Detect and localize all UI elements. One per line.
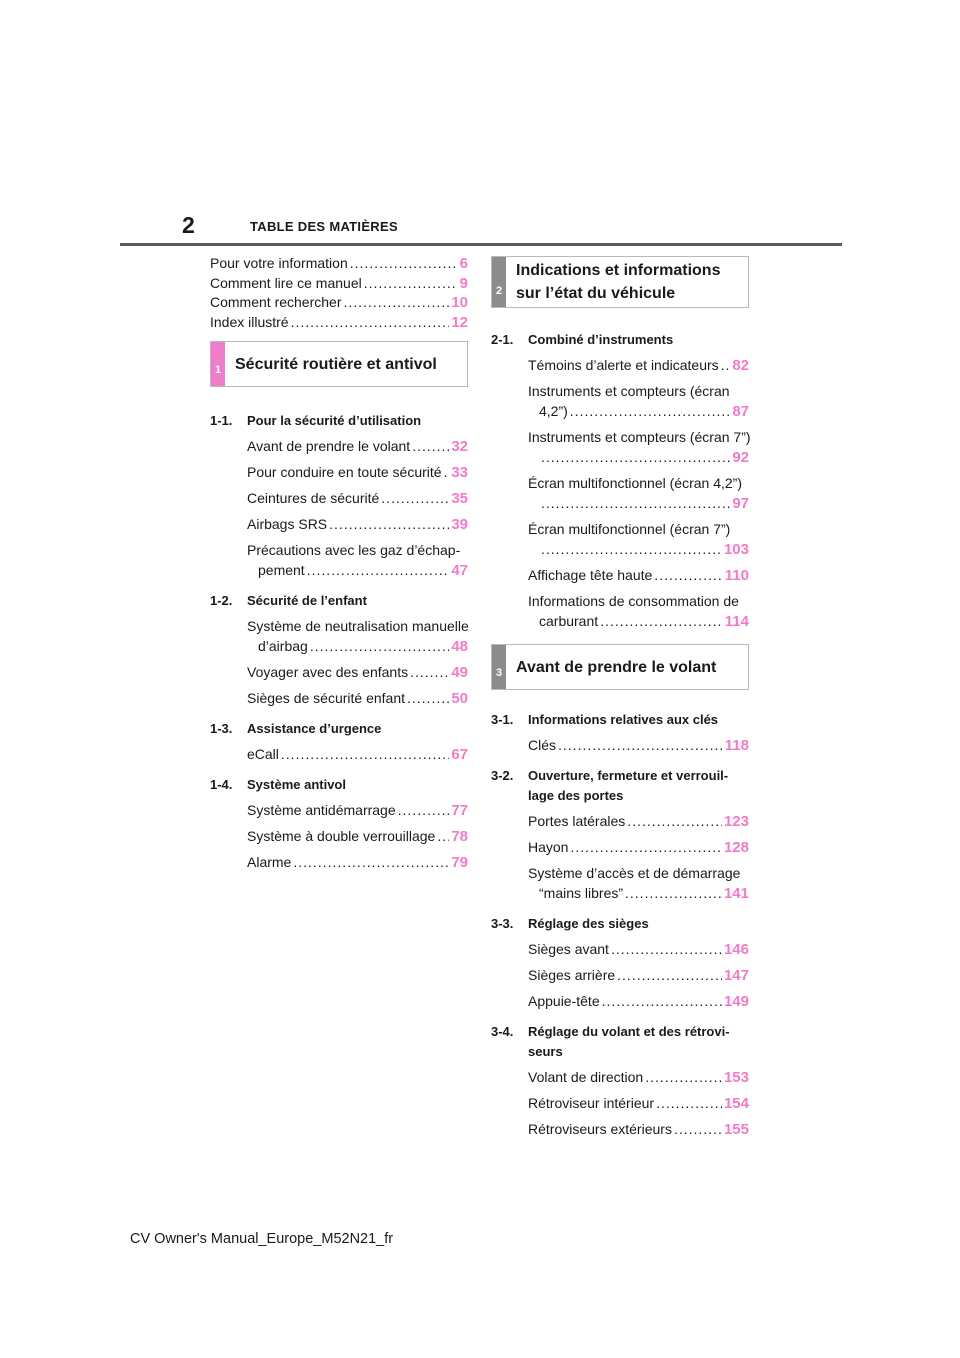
toc-left-column xyxy=(210,253,468,873)
toc-entry-page[interactable]: 146 xyxy=(723,941,749,958)
toc-entry-label: d’airbag xyxy=(258,638,308,654)
toc-entry-label: Sièges de sécurité enfant xyxy=(247,690,405,706)
subsection-title: Système antivol xyxy=(247,777,346,792)
toc-entry-label: Comment rechercher xyxy=(210,294,342,310)
section-tab: 3 xyxy=(492,645,506,689)
dot-leader xyxy=(721,355,731,375)
toc-entry-page[interactable]: 92 xyxy=(732,449,749,466)
toc-entry-label: Pour conduire en toute sécurité xyxy=(247,464,442,480)
toc-entry[interactable] xyxy=(528,991,749,1012)
subsection-title: Ouverture, fermeture et verrouil- lage des portes xyxy=(528,768,729,803)
toc-entry-page[interactable]: 154 xyxy=(723,1095,749,1112)
subsection-heading xyxy=(491,766,749,806)
toc-entry[interactable] xyxy=(247,436,468,457)
toc-entry-page[interactable]: 77 xyxy=(451,802,468,819)
page-title: TABLE DES MATIÈRES xyxy=(250,219,398,234)
toc-entry[interactable] xyxy=(247,462,468,483)
section-2-header[interactable] xyxy=(491,256,749,308)
dot-leader xyxy=(293,852,449,872)
dot-leader xyxy=(570,401,731,421)
toc-entry-page[interactable]: 79 xyxy=(451,854,468,871)
dot-leader xyxy=(291,312,450,332)
toc-entry-page[interactable]: 118 xyxy=(724,737,749,754)
toc-entry-label: Index illustré xyxy=(210,313,289,330)
toc-entry-page[interactable]: 6 xyxy=(459,255,468,272)
toc-entry-label: pement xyxy=(258,562,305,578)
toc-entry-label: Système à double verrouillage xyxy=(247,828,436,844)
dot-leader xyxy=(558,735,723,755)
subsection-number: 1-2. xyxy=(210,593,233,608)
toc-entry-label: Écran multifonctionnel (écran 7”) xyxy=(528,521,731,537)
toc-entry-label: Instruments et compteurs (écran xyxy=(528,383,730,399)
dot-leader xyxy=(407,688,449,708)
toc-entry-page[interactable]: 123 xyxy=(723,813,749,830)
toc-entry-page[interactable]: 149 xyxy=(723,993,749,1010)
page-number: 2 xyxy=(182,212,195,238)
dot-leader xyxy=(541,493,730,513)
page-header xyxy=(0,0,960,250)
toc-entry[interactable] xyxy=(528,591,749,632)
toc-entry-label: Informations de consommation de xyxy=(528,593,739,609)
toc-entry[interactable] xyxy=(247,540,468,581)
subsection-heading xyxy=(210,591,468,611)
toc-entry-page[interactable]: 9 xyxy=(459,274,468,292)
subsection-heading xyxy=(491,330,749,350)
dot-leader xyxy=(656,1093,722,1113)
toc-entry-label: Ceintures de sécurité xyxy=(247,490,380,506)
toc-entry-label: Instruments et compteurs (écran 7”) xyxy=(528,429,751,445)
section-title: Avant de prendre le volant xyxy=(516,658,717,676)
dot-leader xyxy=(570,837,722,857)
toc-entry-label: Voyager avec des enfants xyxy=(247,664,409,680)
toc-entry-page[interactable]: 82 xyxy=(732,357,749,374)
dot-leader xyxy=(625,883,722,903)
toc-entry[interactable] xyxy=(210,312,468,332)
toc-entry-page[interactable]: 155 xyxy=(723,1121,749,1138)
toc-entry[interactable] xyxy=(210,273,468,293)
subsection-title: Combiné d’instruments xyxy=(528,332,674,347)
toc-entry-label: Sièges arrière xyxy=(528,967,616,983)
toc-entry-page[interactable]: 128 xyxy=(723,839,749,856)
dot-leader xyxy=(600,611,723,631)
dot-leader xyxy=(541,539,722,559)
subsection-heading xyxy=(491,710,749,730)
toc-entry-label: Pour votre information xyxy=(210,255,348,271)
subsection-heading xyxy=(491,914,749,934)
toc-entry-page[interactable]: 50 xyxy=(451,690,468,707)
toc-entry-label: Volant de direction xyxy=(528,1069,644,1085)
subsection-heading xyxy=(491,1022,749,1062)
toc-entry[interactable] xyxy=(247,514,468,535)
toc-entry-label: Appuie-tête xyxy=(528,993,600,1009)
toc-entry-page[interactable]: 87 xyxy=(732,403,749,420)
section-title: Sécurité routière et antivol xyxy=(235,355,437,373)
dot-leader xyxy=(398,800,450,820)
toc-entry-page[interactable]: 114 xyxy=(724,613,749,630)
dot-leader xyxy=(307,560,450,580)
dot-leader xyxy=(627,811,722,831)
dot-leader xyxy=(654,565,723,585)
toc-entry-page[interactable]: 12 xyxy=(451,313,468,331)
toc-entry[interactable] xyxy=(528,519,749,560)
dot-leader xyxy=(645,1067,722,1087)
subsection-heading xyxy=(210,775,468,795)
toc-entry-label: Alarme xyxy=(247,854,292,870)
toc-entry[interactable] xyxy=(528,811,749,832)
toc-entry-label: carburant xyxy=(539,613,599,629)
dot-leader xyxy=(410,662,449,682)
toc-entry-page[interactable]: 78 xyxy=(451,828,468,845)
toc-entry[interactable] xyxy=(528,1119,749,1140)
subsection-number: 3-2. xyxy=(491,768,514,783)
dot-leader xyxy=(364,273,458,293)
dot-leader xyxy=(674,1119,722,1139)
toc-entry[interactable] xyxy=(528,965,749,986)
toc-entry[interactable] xyxy=(528,473,749,514)
toc-entry-label: Affichage tête haute xyxy=(528,567,653,583)
dot-leader xyxy=(310,636,449,656)
toc-entry[interactable] xyxy=(247,488,468,509)
dot-leader xyxy=(281,744,449,764)
toc-entry-label: Clés xyxy=(528,737,557,753)
dot-leader xyxy=(541,447,730,467)
subsection-number: 3-1. xyxy=(491,712,514,727)
toc-entry[interactable] xyxy=(528,355,749,376)
toc-entry[interactable] xyxy=(210,292,468,312)
toc-entry[interactable] xyxy=(528,735,749,756)
toc-entry[interactable] xyxy=(528,837,749,858)
toc-entry-label: 4,2”) xyxy=(539,403,568,419)
toc-entry[interactable] xyxy=(247,616,468,657)
toc-entry-label: eCall xyxy=(247,746,279,762)
toc-entry-label: Avant de prendre le volant xyxy=(247,438,411,454)
subsection-title: Réglage du volant et des rétrovi- seurs xyxy=(528,1024,730,1059)
toc-entry-page[interactable]: 47 xyxy=(451,562,468,579)
dot-leader xyxy=(437,826,449,846)
dot-leader xyxy=(611,939,722,959)
dot-leader xyxy=(381,488,449,508)
subsection-number: 2-1. xyxy=(491,332,514,347)
toc-entry-label: Comment lire ce manuel xyxy=(210,274,362,291)
toc-entry[interactable] xyxy=(247,662,468,683)
subsection-title: Sécurité de l’enfant xyxy=(247,593,367,608)
toc-entry[interactable] xyxy=(528,1093,749,1114)
toc-entry-page[interactable]: 35 xyxy=(451,490,468,507)
toc-entry[interactable] xyxy=(528,565,749,586)
toc-entry[interactable] xyxy=(247,744,468,765)
dot-leader xyxy=(344,292,450,312)
toc-entry-page[interactable]: 49 xyxy=(451,664,468,681)
toc-entry[interactable] xyxy=(247,800,468,821)
toc-entry-page[interactable]: 103 xyxy=(723,541,749,558)
subsection-title: Réglage des sièges xyxy=(528,916,649,931)
subsection-number: 1-3. xyxy=(210,721,233,736)
toc-entry-label: Témoins d’alerte et indicateurs xyxy=(528,357,719,373)
toc-entry[interactable] xyxy=(528,939,749,960)
toc-entry[interactable] xyxy=(247,852,468,873)
subsection-title: Pour la sécurité d’utilisation xyxy=(247,413,422,428)
toc-entry[interactable] xyxy=(247,826,468,847)
toc-entry-label: Système d’accès et de démarrage xyxy=(528,865,741,881)
toc-entry[interactable] xyxy=(528,427,749,468)
toc-entry-page[interactable]: 39 xyxy=(451,516,468,533)
section-3-header[interactable] xyxy=(491,644,749,690)
subsection-heading xyxy=(210,411,468,431)
page-footer: CV Owner's Manual_Europe_M52N21_fr xyxy=(130,1231,394,1247)
toc-entry-page[interactable]: 141 xyxy=(723,885,749,902)
toc-entry[interactable] xyxy=(247,688,468,709)
toc-entry-page[interactable]: 32 xyxy=(451,438,468,455)
toc-entry-label: Portes latérales xyxy=(528,813,626,829)
subsection-number: 3-4. xyxy=(491,1024,514,1039)
subsection-heading xyxy=(210,719,468,739)
toc-entry-page[interactable]: 97 xyxy=(732,495,749,512)
toc-entry-label: Précautions avec les gaz d’échap- xyxy=(247,542,461,558)
subsection-number: 1-4. xyxy=(210,777,233,792)
dot-leader xyxy=(350,253,458,273)
dot-leader xyxy=(602,991,722,1011)
dot-leader xyxy=(329,514,449,534)
toc-entry-label: Système antidémarrage xyxy=(247,802,396,818)
toc-entry[interactable] xyxy=(528,381,749,422)
toc-entry-page[interactable]: 10 xyxy=(451,294,468,311)
toc-right-column xyxy=(491,256,749,1140)
subsection-title: Informations relatives aux clés xyxy=(528,712,719,727)
toc-entry-page[interactable]: 67 xyxy=(451,746,468,763)
toc-entry-label: Système de neutralisation manuelle xyxy=(247,618,469,634)
toc-entry-page[interactable]: 48 xyxy=(451,638,468,655)
section-title: Indications et informations sur l’état du véhicule xyxy=(516,262,721,302)
subsection-number: 1-1. xyxy=(210,413,233,428)
subsection-number: 3-3. xyxy=(491,916,514,931)
dot-leader xyxy=(617,965,722,985)
section-tab: 2 xyxy=(492,257,506,307)
toc-entry-page[interactable]: 33 xyxy=(451,464,468,481)
header-divider xyxy=(120,243,842,246)
toc-top-entries xyxy=(210,253,468,331)
toc-entry[interactable] xyxy=(528,863,749,904)
subsection-title: Assistance d’urgence xyxy=(247,721,382,736)
toc-entry-label: Rétroviseurs extérieurs xyxy=(528,1121,672,1137)
toc-entry-label: Rétroviseur intérieur xyxy=(528,1095,655,1111)
dot-leader xyxy=(412,436,449,456)
section-tab: 1 xyxy=(211,342,225,386)
toc-entry-label: Airbags SRS xyxy=(247,516,328,532)
toc-entry-label: Écran multifonctionnel (écran 4,2”) xyxy=(528,475,742,491)
toc-entry[interactable] xyxy=(210,253,468,273)
toc-entry-label: Sièges avant xyxy=(528,941,609,957)
toc-entry[interactable] xyxy=(528,1067,749,1088)
toc-entry-label: Hayon xyxy=(528,839,569,855)
toc-entry-page[interactable]: 153 xyxy=(723,1069,749,1086)
toc-entry-label: “mains libres” xyxy=(539,885,624,901)
dot-leader xyxy=(444,462,450,482)
section-1-header[interactable] xyxy=(210,341,468,387)
toc-entry-page[interactable]: 147 xyxy=(723,967,749,984)
toc-entry-page[interactable]: 110 xyxy=(724,567,749,584)
